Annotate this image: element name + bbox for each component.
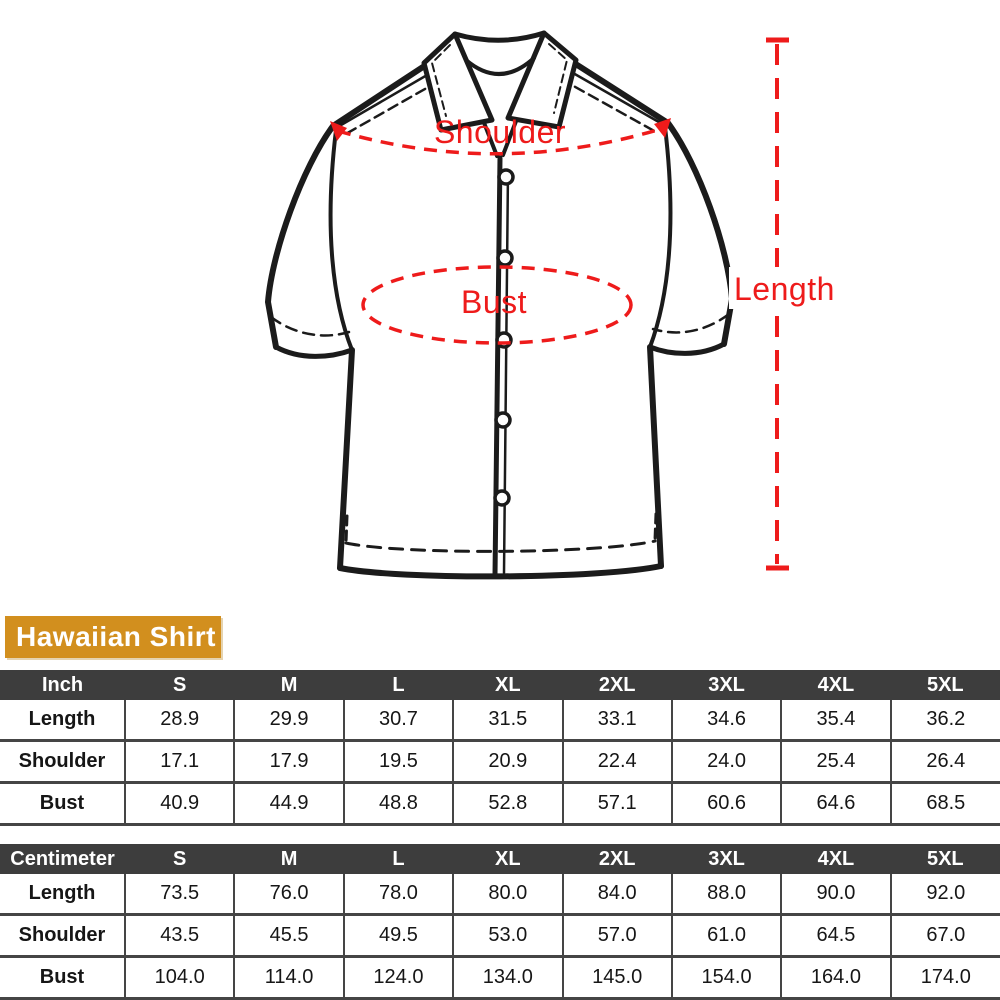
size-header-cell: L [344,844,453,874]
right-sleeve-stitch [653,314,729,332]
row-label-cell: Length [0,874,125,915]
centimeter-size-table [0,844,1000,1000]
placket-line [495,158,500,575]
size-header-cell: 3XL [672,844,781,874]
measurement-cell: 17.9 [234,741,343,783]
product-title-banner [5,616,221,658]
measurement-cell: 40.9 [125,783,234,825]
size-header-row [0,844,1000,874]
measurement-cell: 114.0 [234,957,343,999]
unit-header-cell: Inch [0,670,125,700]
size-header-cell: 4XL [781,844,890,874]
size-header-cell: XL [453,844,562,874]
length-label: Length [734,271,835,307]
measurement-cell: 84.0 [563,874,672,915]
shirt-left-shoulder-outline [268,63,429,347]
row-label-cell: Bust [0,783,125,825]
measurement-cell: 28.9 [125,700,234,741]
measurement-cell: 68.5 [891,783,1000,825]
measurement-cell: 64.6 [781,783,890,825]
size-header-cell: S [125,844,234,874]
measurement-cell: 57.1 [563,783,672,825]
right-sleeve-hem [650,344,724,353]
size-header-cell: XL [453,670,562,700]
size-header-row [0,670,1000,700]
measurement-cell: 33.1 [563,700,672,741]
measurement-cell: 67.0 [891,915,1000,957]
measurement-row [0,874,1000,915]
measurement-cell: 134.0 [453,957,562,999]
button [498,251,512,265]
left-armhole-seam [331,130,352,350]
measurement-cell: 104.0 [125,957,234,999]
measurement-row [0,700,1000,741]
measurement-cell: 64.5 [781,915,890,957]
measurement-cell: 53.0 [453,915,562,957]
measurement-cell: 48.8 [344,783,453,825]
measurement-row [0,915,1000,957]
measurement-cell: 52.8 [453,783,562,825]
left-sleeve-hem [276,347,352,356]
size-header-cell: M [234,844,343,874]
unit-header-cell: Centimeter [0,844,125,874]
measurement-cell: 19.5 [344,741,453,783]
measurement-cell: 26.4 [891,741,1000,783]
size-header-cell: L [344,670,453,700]
row-label-cell: Bust [0,957,125,999]
placket-inner-line [504,170,508,573]
size-header-cell: M [234,670,343,700]
measurement-cell: 174.0 [891,957,1000,999]
measurement-cell: 90.0 [781,874,890,915]
measurement-cell: 57.0 [563,915,672,957]
measurement-cell: 43.5 [125,915,234,957]
measurement-row [0,957,1000,999]
hem-stitch-right-corner [655,514,656,540]
measurement-cell: 35.4 [781,700,890,741]
back-neckline [466,58,534,74]
shoulder-label: Shoulder [433,114,567,150]
size-header-cell: S [125,670,234,700]
measurement-cell: 76.0 [234,874,343,915]
measurement-cell: 20.9 [453,741,562,783]
button [495,491,509,505]
size-header-cell: 5XL [891,670,1000,700]
shirt-right-shoulder-outline [571,61,732,344]
measurement-cell: 78.0 [344,874,453,915]
measurement-cell: 164.0 [781,957,890,999]
button [496,413,510,427]
right-armhole-seam [650,127,670,347]
measurement-cell: 61.0 [672,915,781,957]
hem-stitch-left-corner [346,516,347,543]
measurement-cell: 88.0 [672,874,781,915]
measurement-cell: 49.5 [344,915,453,957]
measurement-cell: 154.0 [672,957,781,999]
measurement-cell: 80.0 [453,874,562,915]
measurement-row [0,741,1000,783]
measurement-cell: 17.1 [125,741,234,783]
hem-stitch [346,541,655,551]
measurement-cell: 31.5 [453,700,562,741]
measurement-cell: 124.0 [344,957,453,999]
measurement-cell: 34.6 [672,700,781,741]
size-header-cell: 2XL [563,844,672,874]
left-yoke-seam [336,71,434,128]
measurement-cell: 60.6 [672,783,781,825]
size-header-cell: 5XL [891,844,1000,874]
measurement-cell: 92.0 [891,874,1000,915]
left-sleeve-stitch [271,317,349,335]
collar-right-leaf [508,33,576,127]
product-title: Hawaiian Shirt [16,621,216,652]
button [497,333,511,347]
measurement-cell: 145.0 [563,957,672,999]
row-label-cell: Length [0,700,125,741]
button [499,170,513,184]
right-yoke-seam [566,69,664,125]
shirt-bottom-hem [340,566,661,576]
measurement-cell: 25.4 [781,741,890,783]
inch-size-table [0,670,1000,826]
size-header-cell: 4XL [781,670,890,700]
bust-label: Bust [460,284,528,320]
measurement-cell: 44.9 [234,783,343,825]
measurement-row [0,783,1000,825]
measurement-cell: 22.4 [563,741,672,783]
measurement-cell: 36.2 [891,700,1000,741]
measurement-cell: 29.9 [234,700,343,741]
measurement-cell: 45.5 [234,915,343,957]
size-header-cell: 3XL [672,670,781,700]
size-header-cell: 2XL [563,670,672,700]
collar-back-edge [455,33,544,40]
measurement-cell: 73.5 [125,874,234,915]
measurement-cell: 30.7 [344,700,453,741]
row-label-cell: Shoulder [0,741,125,783]
measurement-cell: 24.0 [672,741,781,783]
row-label-cell: Shoulder [0,915,125,957]
